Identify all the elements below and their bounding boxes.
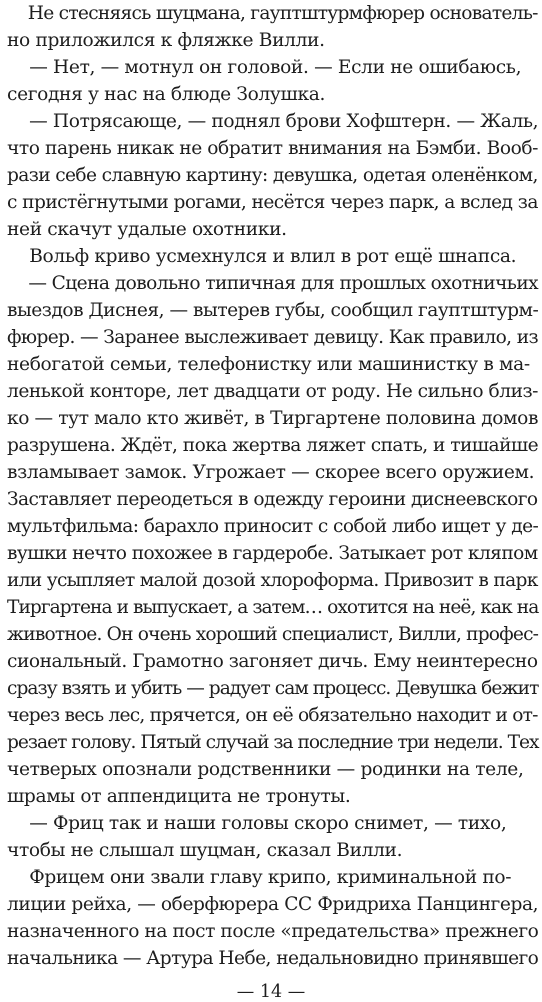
text-line: или усыпляет малой дозой хлороформа. Привозит в парк bbox=[7, 570, 538, 591]
text-line: разрушена. Ждёт, пока жертва ляжет спать, и тишайше bbox=[7, 435, 539, 456]
text-line: Тиргартена и выпускает, а затем… охотится на неё, как на bbox=[7, 597, 539, 618]
text-line: ко — тут мало кто живёт, в Тиргартене половина домов bbox=[7, 408, 539, 429]
text-line: лиции рейха, — оберфюрера СС Фридриха Панцингера, bbox=[7, 894, 539, 915]
text-line: сегодня у нас на блюде Золушка. bbox=[7, 84, 326, 105]
text-line: сразу взять и убить — радует сам процесс. Девушка бежит bbox=[7, 678, 539, 699]
text-line: назначенного на пост после «предательства» прежнего bbox=[7, 921, 539, 942]
text-line: Вольф криво усмехнулся и влил в рот ещё шнапса. bbox=[7, 246, 517, 267]
text-line: выездов Диснея, — вытерев губы, сообщил гауптштурм- bbox=[7, 300, 539, 321]
text-line: — Потрясающе, — поднял брови Хофштерн. — Жаль, bbox=[7, 111, 539, 132]
text-line: мультфильма: барахло приносит с собой либо ищет у де- bbox=[7, 516, 539, 537]
text-line: фюрер. — Заранее выслеживает девицу. Как правило, из bbox=[7, 327, 539, 348]
text-line: сиональный. Грамотно загоняет дичь. Ему неинтересно bbox=[7, 651, 538, 672]
text-line: животное. Он очень хороший специалист, Вилли, профес- bbox=[7, 624, 539, 645]
text-line: начальника — Артура Небе, недальновидно принявшего bbox=[7, 948, 539, 969]
text-line: что парень никак не обратит внимания на Бэмби. Вооб- bbox=[7, 138, 538, 159]
text-line: четверых опознали родственники — родинки на теле, bbox=[7, 759, 524, 780]
text-line: Фрицем они звали главу крипо, криминальной по- bbox=[7, 867, 512, 888]
text-line: шрамы от аппендицита не тронуты. bbox=[7, 786, 351, 807]
text-line: с пристёгнутыми рогами, несётся через парк, а вслед за bbox=[7, 192, 538, 213]
text-line: взламывает замок. Угрожает — скорее всего оружием. bbox=[7, 462, 535, 483]
text-line: — Нет, — мотнул он головой. — Если не ошибаюсь, bbox=[7, 57, 522, 78]
text-line: — Фриц так и наши головы скоро снимет, — тихо, bbox=[7, 813, 507, 834]
text-line: ней скачут удалые охотники. bbox=[7, 219, 287, 240]
page-number: — 14 — bbox=[236, 982, 306, 1002]
text-line: вушки нечто похожее в гардеробе. Затыкает рот кляпом bbox=[7, 543, 538, 564]
text-line: небогатой семьи, телефонистку или машинистку в ма- bbox=[7, 354, 530, 375]
text-line: — Сцена довольно типичная для прошлых охотничьих bbox=[7, 273, 539, 294]
text-line: Заставляет переодеться в одежду героини диснеевского bbox=[7, 489, 538, 510]
text-line: но приложился к фляжке Вилли. bbox=[7, 30, 325, 51]
text-line: резает голову. Пятый случай за последние три недели. Тех bbox=[7, 732, 539, 753]
text-line: чтобы не слышал шуцман, сказал Вилли. bbox=[7, 840, 403, 861]
text-line: Не стесняясь шуцмана, гауптштурмфюрер основатель- bbox=[7, 3, 538, 24]
text-line: рази себе славную картину: девушка, одетая оленёнком, bbox=[7, 165, 538, 186]
text-line: через весь лес, прячется, он её обязательно находит и от- bbox=[7, 705, 538, 726]
text-line: ленькой конторе, лет двадцати от роду. Не сильно близ- bbox=[7, 381, 538, 402]
